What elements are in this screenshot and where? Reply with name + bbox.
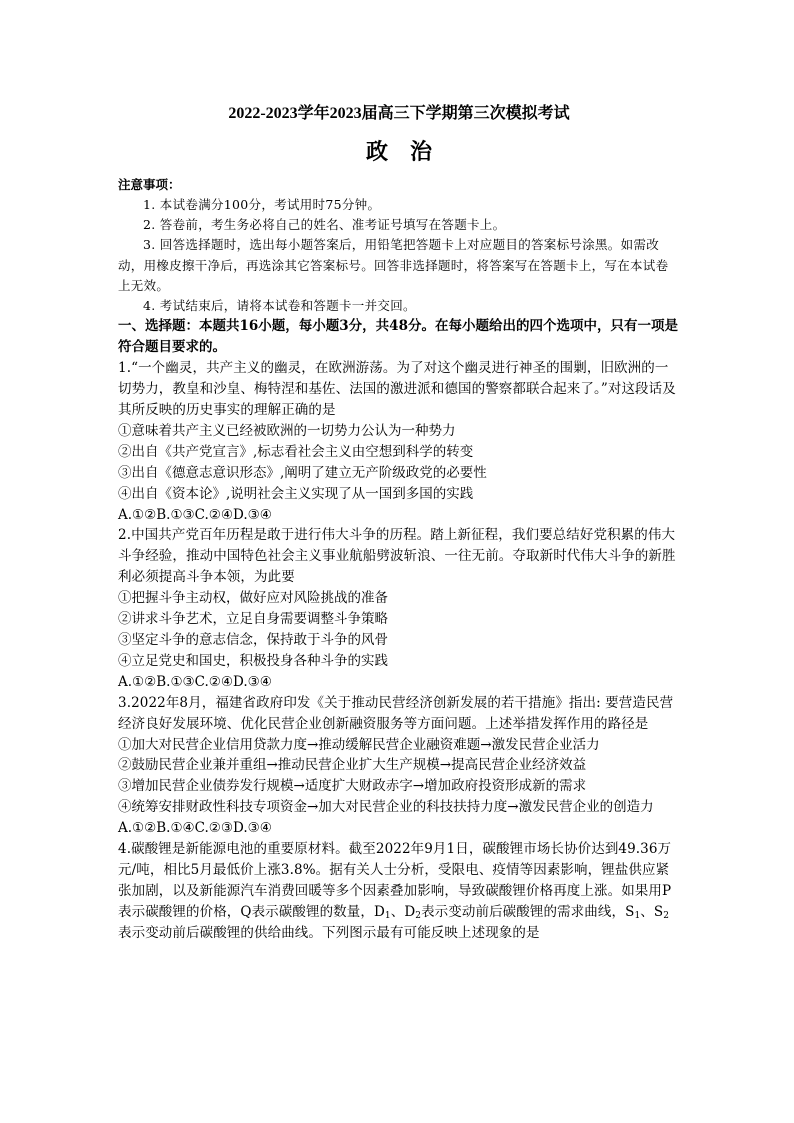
notice-item-4: 4. 考试结束后，请将本试卷和答题卡一并交回。 [143,298,416,314]
question-option: ②讲求斗争艺术，立足自身需要调整斗争策略 [118,611,388,628]
question-option: ③出自《德意志意识形态》,阐明了建立无产阶级政党的必要性 [118,464,487,481]
stem-text: 、S [640,903,664,920]
subscript: 2 [663,910,670,921]
question-option: ④出自《资本论》,说明社会主义实现了从一国到多国的实践 [118,485,474,502]
exam-content [118,103,680,944]
subscript: 1 [634,910,641,921]
question-stem: 2.中国共产党百年历程是敢于进行伟大斗争的历程。踏上新征程，我们要总结好党积累的伟大斗争经验，推动中国特色社会主义事业航船劈波斩浪、一往无前。夺取新时代伟大斗争的新胜利必须提高斗争本领，为此要 [118,527,676,586]
question-option: ④统筹安排财政性科技专项资金→加大对民营企业的科技扶持力度→激发民营企业的创造力 [118,799,654,816]
answer-choices: A.①②B.①③C.②④D.③④ [118,506,272,523]
question-3 [118,693,680,839]
subject-char-1: 政 [365,139,388,165]
subject-title [118,137,680,167]
question-option: ④立足党史和国史，积极投身各种斗争的实践 [118,652,388,669]
question-option: ①意味着共产主义已经被欧洲的一切势力公认为一种势力 [118,422,456,439]
section-heading: 一、选择题：本题共16小题，每小题3分，共48分。在每小题给出的四个选项中，只有一项是符合题目要求的。 [118,318,678,356]
subscript: 1 [384,910,391,921]
question-1 [118,358,680,525]
question-option: ①把握斗争主动权，做好应对风险挑战的准备 [118,590,388,607]
answer-choices: A.①②B.①④C.②③D.③④ [118,820,272,837]
notice-heading: 注意事项： [118,177,181,192]
question-option: ②鼓励民营企业兼并重组→推动民营企业扩大生产规模→提高民营企业经济效益 [118,757,587,774]
question-option: ①加大对民营企业信用贷款力度→推动缓解民营企业融资难题→激发民营企业活力 [118,736,600,753]
stem-text: 4.碳酸锂是新能源电池的重要原材料。截至2022年9月1日，碳酸锂市场长协价达到49.36万元/吨，相比5月最低价上涨3.8%。据有关人士分析，受限电、疫情等因素影响，锂盐供应紧张加剧，以及新能源汽车消费回暖等多个因素叠加影响，导致碳酸锂价格再度上涨。如果用P表示碳酸锂的价格，Q表示碳酸锂的数量，D [118,841,672,920]
question-stem: 1.“一个幽灵，共产主义的幽灵，在欧洲游荡。为了对这个幽灵进行神圣的围剿，旧欧洲的一切势力，教皇和沙皇、梅特涅和基佐、法国的激进派和德国的警察都联合起来了。”对这段话及其所反映的历史事实的理解正确的是 [118,360,676,419]
question-2 [118,525,680,692]
question-stem: 3.2022年8月，福建省政府印发《关于推动民营经济创新发展的若干措施》指出: 要营造民营经济良好发展环境、优化民营企业创新融资服务等方面问题。上述举措发挥作用的路径是 [118,694,674,732]
notice-item-2: 2. 答卷前，考生务必将自己的姓名、准考证号填写在答题卡上。 [143,217,506,233]
exam-title: 2022-2023学年2023届高三下学期第三次模拟考试 [228,105,570,122]
stem-text: 表示变动前后碳酸锂的供给曲线。下列图示最有可能反映上述现象的是 [118,924,540,941]
subject-char-2: 治 [410,139,433,165]
question-option: ③增加民营企业债券发行规模→适度扩大财政赤字→增加政府投资形成新的需求 [118,778,587,795]
question-option: ②出自《共产党宣言》,标志看社会主义由空想到科学的转变 [118,443,474,460]
answer-choices: A.①②B.①③C.②④D.③④ [118,673,272,690]
question-option: ③坚定斗争的意志信念，保持敢于斗争的风骨 [118,632,388,648]
question-stem [118,839,680,944]
notice-item-1: 1. 本试卷满分100分，考试用时75分钟。 [143,197,381,212]
notice-item-3: 3. 回答选择题时，选出每小题答案后，用铅笔把答题卡上对应题目的答案标号涂黑。如需改动，用橡皮擦干净后，再选涂其它答案标号。回答非选择题时，将答案写在答题卡上，写在本试卷上无效。 [118,237,669,293]
stem-text: 表示变动前后碳酸锂的需求曲线，S [421,903,635,920]
subscript: 2 [415,910,422,921]
stem-text: 、D [390,903,416,920]
question-4 [118,839,680,944]
